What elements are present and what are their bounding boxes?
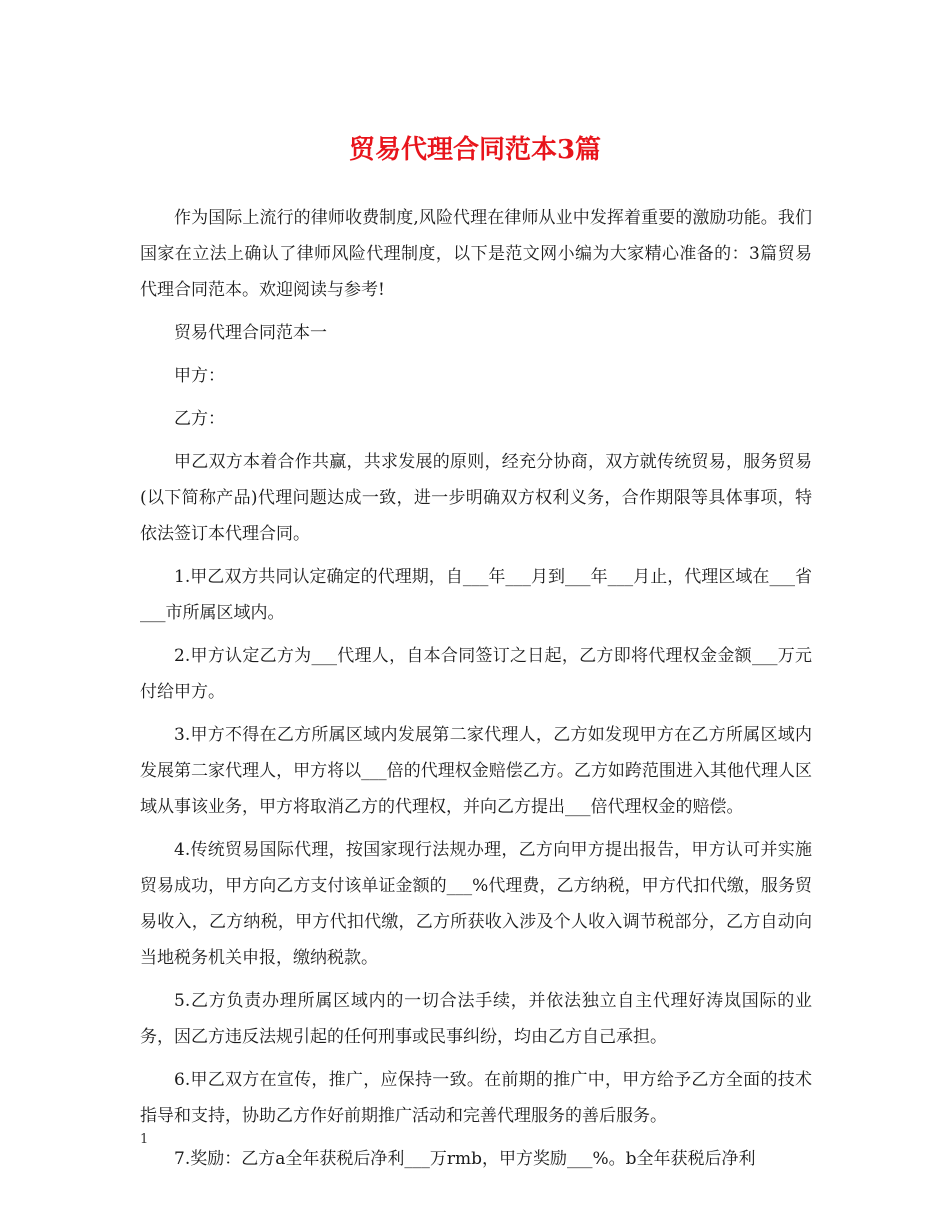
clause-4: 4.传统贸易国际代理，按国家现行法规办理，乙方向甲方提出报告，甲方认可并实施贸易成功，甲方向乙方支付该单证金额的___%代理费，乙方纳税，甲方代扣代缴，服务贸易收入，乙方纳税，甲方代扣代缴，乙方所获收入涉及个人收入调节税部分，乙方自动向当地税务机关申报，缴纳税款。 [140, 840, 812, 968]
party-a-line: 甲方： [174, 366, 225, 386]
clause-2: 2.甲方认定乙方为___代理人，自本合同签订之日起，乙方即将代理权金金额___万元付给甲方。 [140, 646, 812, 702]
intro-paragraph: 作为国际上流行的律师收费制度,风险代理在律师从业中发挥着重要的激励功能。我们国家在立法上确认了律师风险代理制度，以下是范文网小编为大家精心准备的：3篇贸易代理合同范本。欢迎阅读与参考! [140, 208, 812, 300]
preamble-paragraph: 甲乙双方本着合作共赢，共求发展的原则，经充分协商，双方就传统贸易，服务贸易(以下简称产品)代理问题达成一致，进一步明确双方权利义务，合作期限等具体事项，特依法签订本代理合同。 [140, 452, 812, 544]
clause-1: 1.甲乙双方共同认定确定的代理期，自___年___月到___年___月止，代理区域在___省___市所属区域内。 [140, 567, 812, 623]
clause-7: 7.奖励：乙方a全年获税后净利___万rmb，甲方奖励___%。b全年获税后净利 [174, 1149, 756, 1169]
clause-5: 5.乙方负责办理所属区域内的一切合法手续，并依法独立自主代理好涛岚国际的业务，因乙方违反法规引起的任何刑事或民事纠纷，均由乙方自己承担。 [140, 991, 812, 1047]
document-body [140, 200, 812, 1184]
page-number: 1 [140, 1132, 149, 1147]
clause-6: 6.甲乙双方在宣传，推广，应保持一致。在前期的推广中，甲方给予乙方全面的技术指导和支持，协助乙方作好前期推广活动和完善代理服务的善后服务。 [140, 1070, 812, 1126]
document-title: 贸易代理合同范本3篇 [348, 135, 602, 165]
party-b-line: 乙方： [174, 409, 225, 429]
clause-3: 3.甲方不得在乙方所属区域内发展第二家代理人，乙方如发现甲方在乙方所属区域内发展第二家代理人，甲方将以___倍的代理权金赔偿乙方。乙方如跨范围进入其他代理人区域从事该业务，甲方将取消乙方的代理权，并向乙方提出___倍代理权金的赔偿。 [140, 725, 812, 817]
section-heading: 贸易代理合同范本一 [174, 323, 327, 343]
